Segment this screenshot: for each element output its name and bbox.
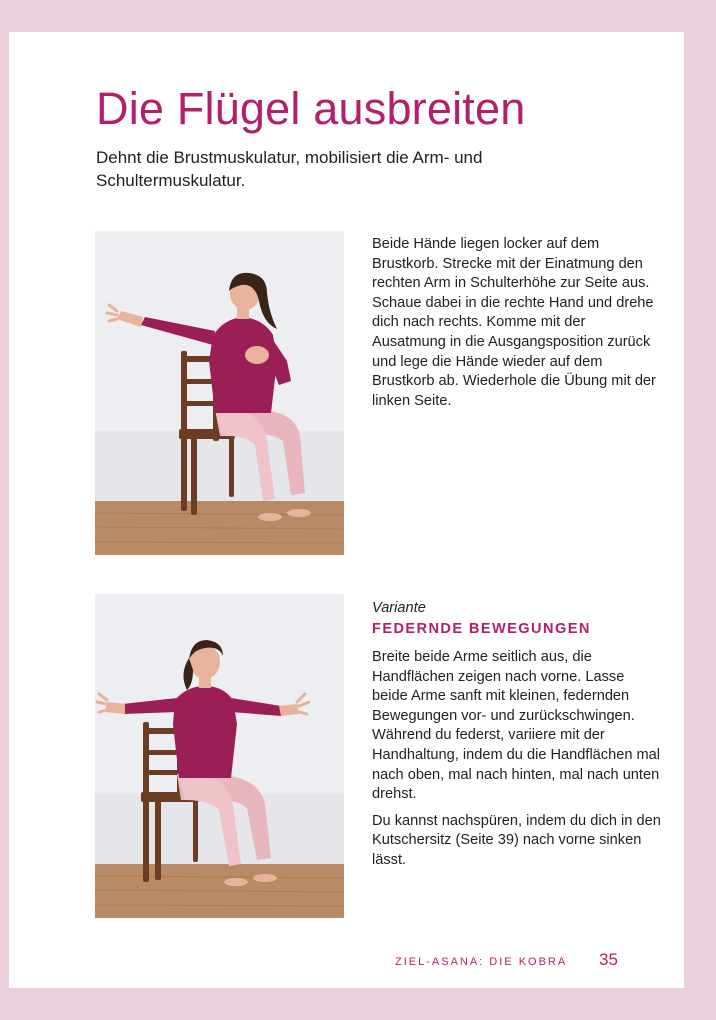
exercise-photo xyxy=(95,231,344,555)
variant-section xyxy=(372,599,662,871)
variant-paragraph-2: Du kannst nachspüren, indem du dich in den Kutschersitz (Seite 39) nach vorne sinken lässt. xyxy=(372,812,661,868)
page-title: Die Flügel ausbreiten xyxy=(96,83,526,134)
variant-label: Variante xyxy=(372,600,426,616)
exercise-instructions: Beide Hände liegen locker auf dem Brustkorb. Strecke mit der Einatmung den rechten Arm in Schulterhöhe zur Seite aus. Schaue dabei in die rechte Hand und drehe dich nach rechts. Komme mit der Ausatmung in die Ausgangsposition zurück und lege die Hände wieder auf dem Brustkorb ab. Wiederhole die Übung mit der linken Seite. xyxy=(372,236,656,409)
variant-heading: FEDERNDE BEWEGUNGEN xyxy=(372,621,591,637)
page-number: 35 xyxy=(599,950,618,969)
variant-paragraph-1: Breite beide Arme seitlich aus, die Handflächen zeigen nach vorne. Lasse beide Arme sanft mit kleinen, federnden Bewegungen vor- und zurückschwingen. Während du federst, variiere mit der Handhaltung, indem du die Handflächen mal nach oben, mal nach hinten, mal nach unten drehst. xyxy=(372,649,661,803)
footer-section-label: ZIEL-ASANA: DIE KOBRA xyxy=(395,956,568,968)
exercise-photo-illustration xyxy=(95,231,344,555)
variant-photo xyxy=(95,594,344,918)
page-subtitle: Dehnt die Brustmuskulatur, mobilisiert die Arm- und Schultermuskulatur. xyxy=(96,148,483,190)
variant-photo-illustration xyxy=(95,594,344,918)
page xyxy=(9,32,684,988)
